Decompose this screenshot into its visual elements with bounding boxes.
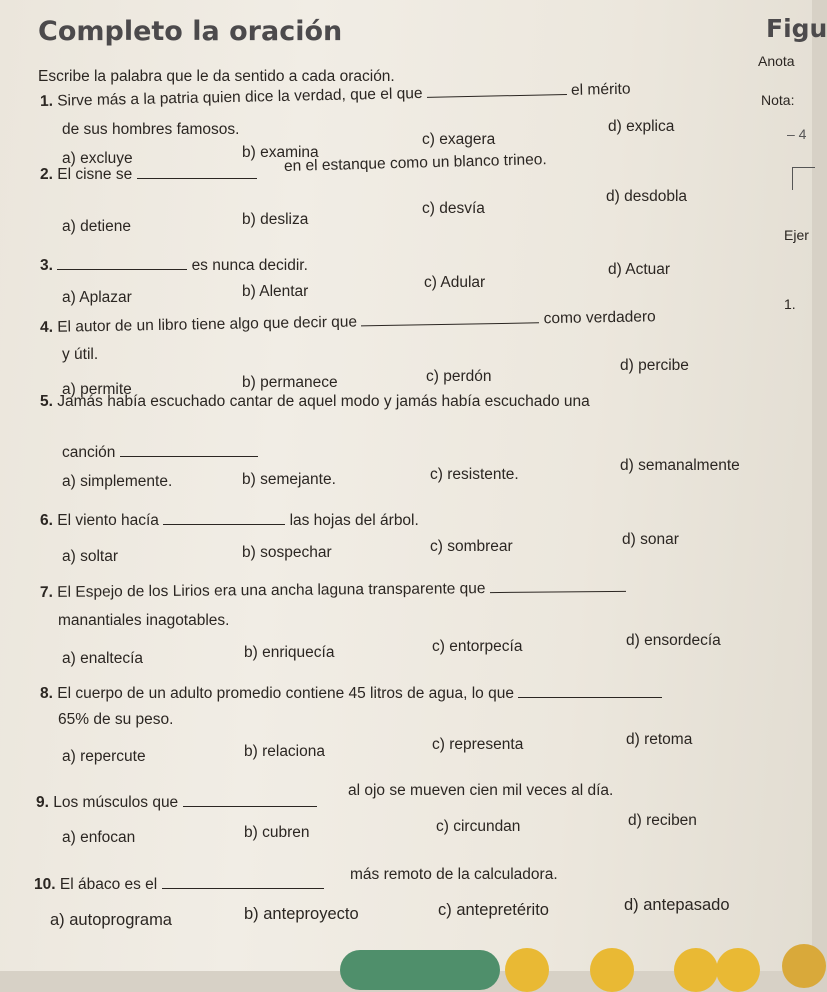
question-text-end: el mérito [570, 80, 631, 99]
question-text: canción [62, 444, 116, 461]
question-number: 1. [39, 92, 54, 110]
side-nota: Nota: [761, 92, 795, 108]
question-text-end: las hojas del árbol. [289, 512, 419, 529]
option-b[interactable]: b) cubren [244, 824, 310, 841]
option-b[interactable]: b) desliza [242, 211, 309, 228]
question-5 [40, 393, 590, 411]
question-2-end: en el estanque como un blanco trineo. [283, 151, 547, 175]
smiley-face-icon [590, 948, 634, 992]
question-8-cont: 65% de su peso. [58, 711, 174, 728]
option-c[interactable]: c) circundan [436, 818, 521, 835]
question-text: El Espejo de los Lirios era una ancha laguna transparente que [57, 580, 486, 601]
question-5-cont [62, 444, 258, 462]
option-a[interactable]: a) repercute [62, 748, 146, 765]
question-number: 2. [40, 166, 53, 183]
question-6 [40, 512, 419, 530]
option-b[interactable]: b) relaciona [244, 743, 325, 760]
question-number: 10. [34, 876, 56, 893]
smiley-face-icon [716, 948, 760, 992]
option-b[interactable]: b) anteproyecto [244, 905, 359, 923]
answer-blank[interactable] [518, 696, 662, 698]
option-a[interactable]: a) excluye [62, 150, 133, 167]
option-d[interactable]: d) ensordecía [626, 632, 721, 649]
option-a[interactable]: a) enfocan [62, 829, 136, 846]
question-9-end: al ojo se mueven cien mil veces al día. [348, 782, 614, 799]
option-c[interactable]: c) perdón [426, 368, 492, 385]
option-d[interactable]: d) explica [608, 118, 675, 135]
question-text: Sirve más a la patria quien dice la verdad, que el que [57, 84, 423, 110]
question-number: 3. [40, 257, 53, 274]
option-a[interactable]: a) detiene [62, 218, 131, 235]
option-a[interactable]: a) soltar [62, 548, 118, 565]
question-number: 6. [40, 512, 53, 529]
question-7-cont: manantiales inagotables. [58, 612, 230, 629]
answer-blank[interactable] [490, 590, 626, 593]
question-10 [34, 876, 324, 894]
option-b[interactable]: b) sospechar [242, 544, 332, 561]
answer-blank[interactable] [163, 523, 285, 525]
option-c[interactable]: c) desvía [422, 200, 485, 217]
question-7 [40, 579, 626, 602]
option-d[interactable]: d) retoma [626, 731, 693, 748]
side-anota: Anota [758, 53, 795, 69]
smiley-face-icon [782, 944, 826, 988]
question-10-end: más remoto de la calculadora. [350, 866, 558, 883]
question-number: 8. [40, 685, 53, 702]
question-9 [36, 794, 317, 812]
option-b[interactable]: b) examina [242, 144, 319, 161]
answer-blank[interactable] [120, 455, 258, 457]
option-c[interactable]: c) entorpecía [432, 638, 523, 655]
question-4-cont: y útil. [62, 346, 99, 363]
option-c[interactable]: c) Adular [424, 274, 486, 291]
side-box [792, 167, 815, 190]
option-d[interactable]: d) antepasado [624, 896, 730, 914]
question-1-cont: de sus hombres famosos. [62, 121, 240, 138]
option-c[interactable]: c) exagera [422, 131, 496, 148]
instruction-text: Escribe la palabra que le da sentido a cada oración. [38, 68, 395, 85]
option-a[interactable]: a) permite [62, 381, 132, 398]
option-d[interactable]: d) Actuar [608, 261, 671, 278]
side-number-one: 1. [784, 296, 796, 312]
side-ejer: Ejer [784, 227, 809, 243]
option-d[interactable]: d) percibe [620, 357, 689, 374]
answer-blank[interactable] [162, 887, 324, 889]
answer-blank[interactable] [57, 268, 187, 270]
question-text-end: es nunca decidir. [191, 257, 308, 274]
option-d[interactable]: d) desdobla [606, 188, 688, 205]
page-title: Completo la oración [38, 16, 343, 47]
option-b[interactable]: b) enriquecía [244, 644, 335, 661]
question-2 [40, 166, 257, 184]
question-number: 5. [40, 393, 53, 410]
option-d[interactable]: d) semanalmente [620, 457, 740, 474]
question-text: Los músculos que [53, 794, 179, 811]
question-text: Jamás había escuchado cantar de aquel modo y jamás había escuchado una [57, 393, 590, 410]
question-number: 7. [39, 583, 54, 601]
smiley-face-icon [674, 948, 718, 992]
option-b[interactable]: b) Alentar [242, 283, 309, 300]
answer-blank[interactable] [361, 321, 539, 326]
question-4 [40, 308, 656, 337]
question-8 [40, 685, 662, 703]
bottom-pill [340, 950, 500, 990]
question-3 [40, 257, 308, 275]
question-text: El cisne se [57, 166, 133, 183]
smiley-face-icon [505, 948, 549, 992]
option-c[interactable]: c) antepretérito [438, 901, 549, 919]
question-text: El ábaco es el [59, 876, 158, 893]
question-text: El autor de un libro tiene algo que decir que [57, 313, 358, 336]
option-b[interactable]: b) permanece [242, 374, 338, 391]
side-title: Figu [766, 14, 827, 43]
question-number: 9. [36, 794, 49, 811]
question-text: El cuerpo de un adulto promedio contiene 45 litros de agua, lo que [57, 685, 514, 702]
option-a[interactable]: a) enaltecía [62, 650, 143, 667]
option-a[interactable]: a) autoprograma [50, 911, 172, 929]
question-number: 4. [39, 318, 54, 336]
option-c[interactable]: c) sombrear [430, 538, 513, 555]
option-a[interactable]: a) Aplazar [62, 289, 132, 306]
option-c[interactable]: c) resistente. [430, 466, 519, 483]
question-text-end: como verdadero [543, 308, 656, 328]
option-d[interactable]: d) reciben [628, 812, 697, 829]
question-text: El viento hacía [57, 512, 159, 529]
side-mark: – 4 [787, 126, 807, 142]
option-a[interactable]: a) simplemente. [62, 473, 173, 490]
answer-blank[interactable] [137, 177, 257, 179]
option-d[interactable]: d) sonar [622, 531, 679, 548]
answer-blank[interactable] [183, 805, 317, 807]
answer-blank[interactable] [427, 93, 567, 98]
option-c[interactable]: c) representa [432, 736, 524, 753]
option-b[interactable]: b) semejante. [242, 471, 336, 488]
